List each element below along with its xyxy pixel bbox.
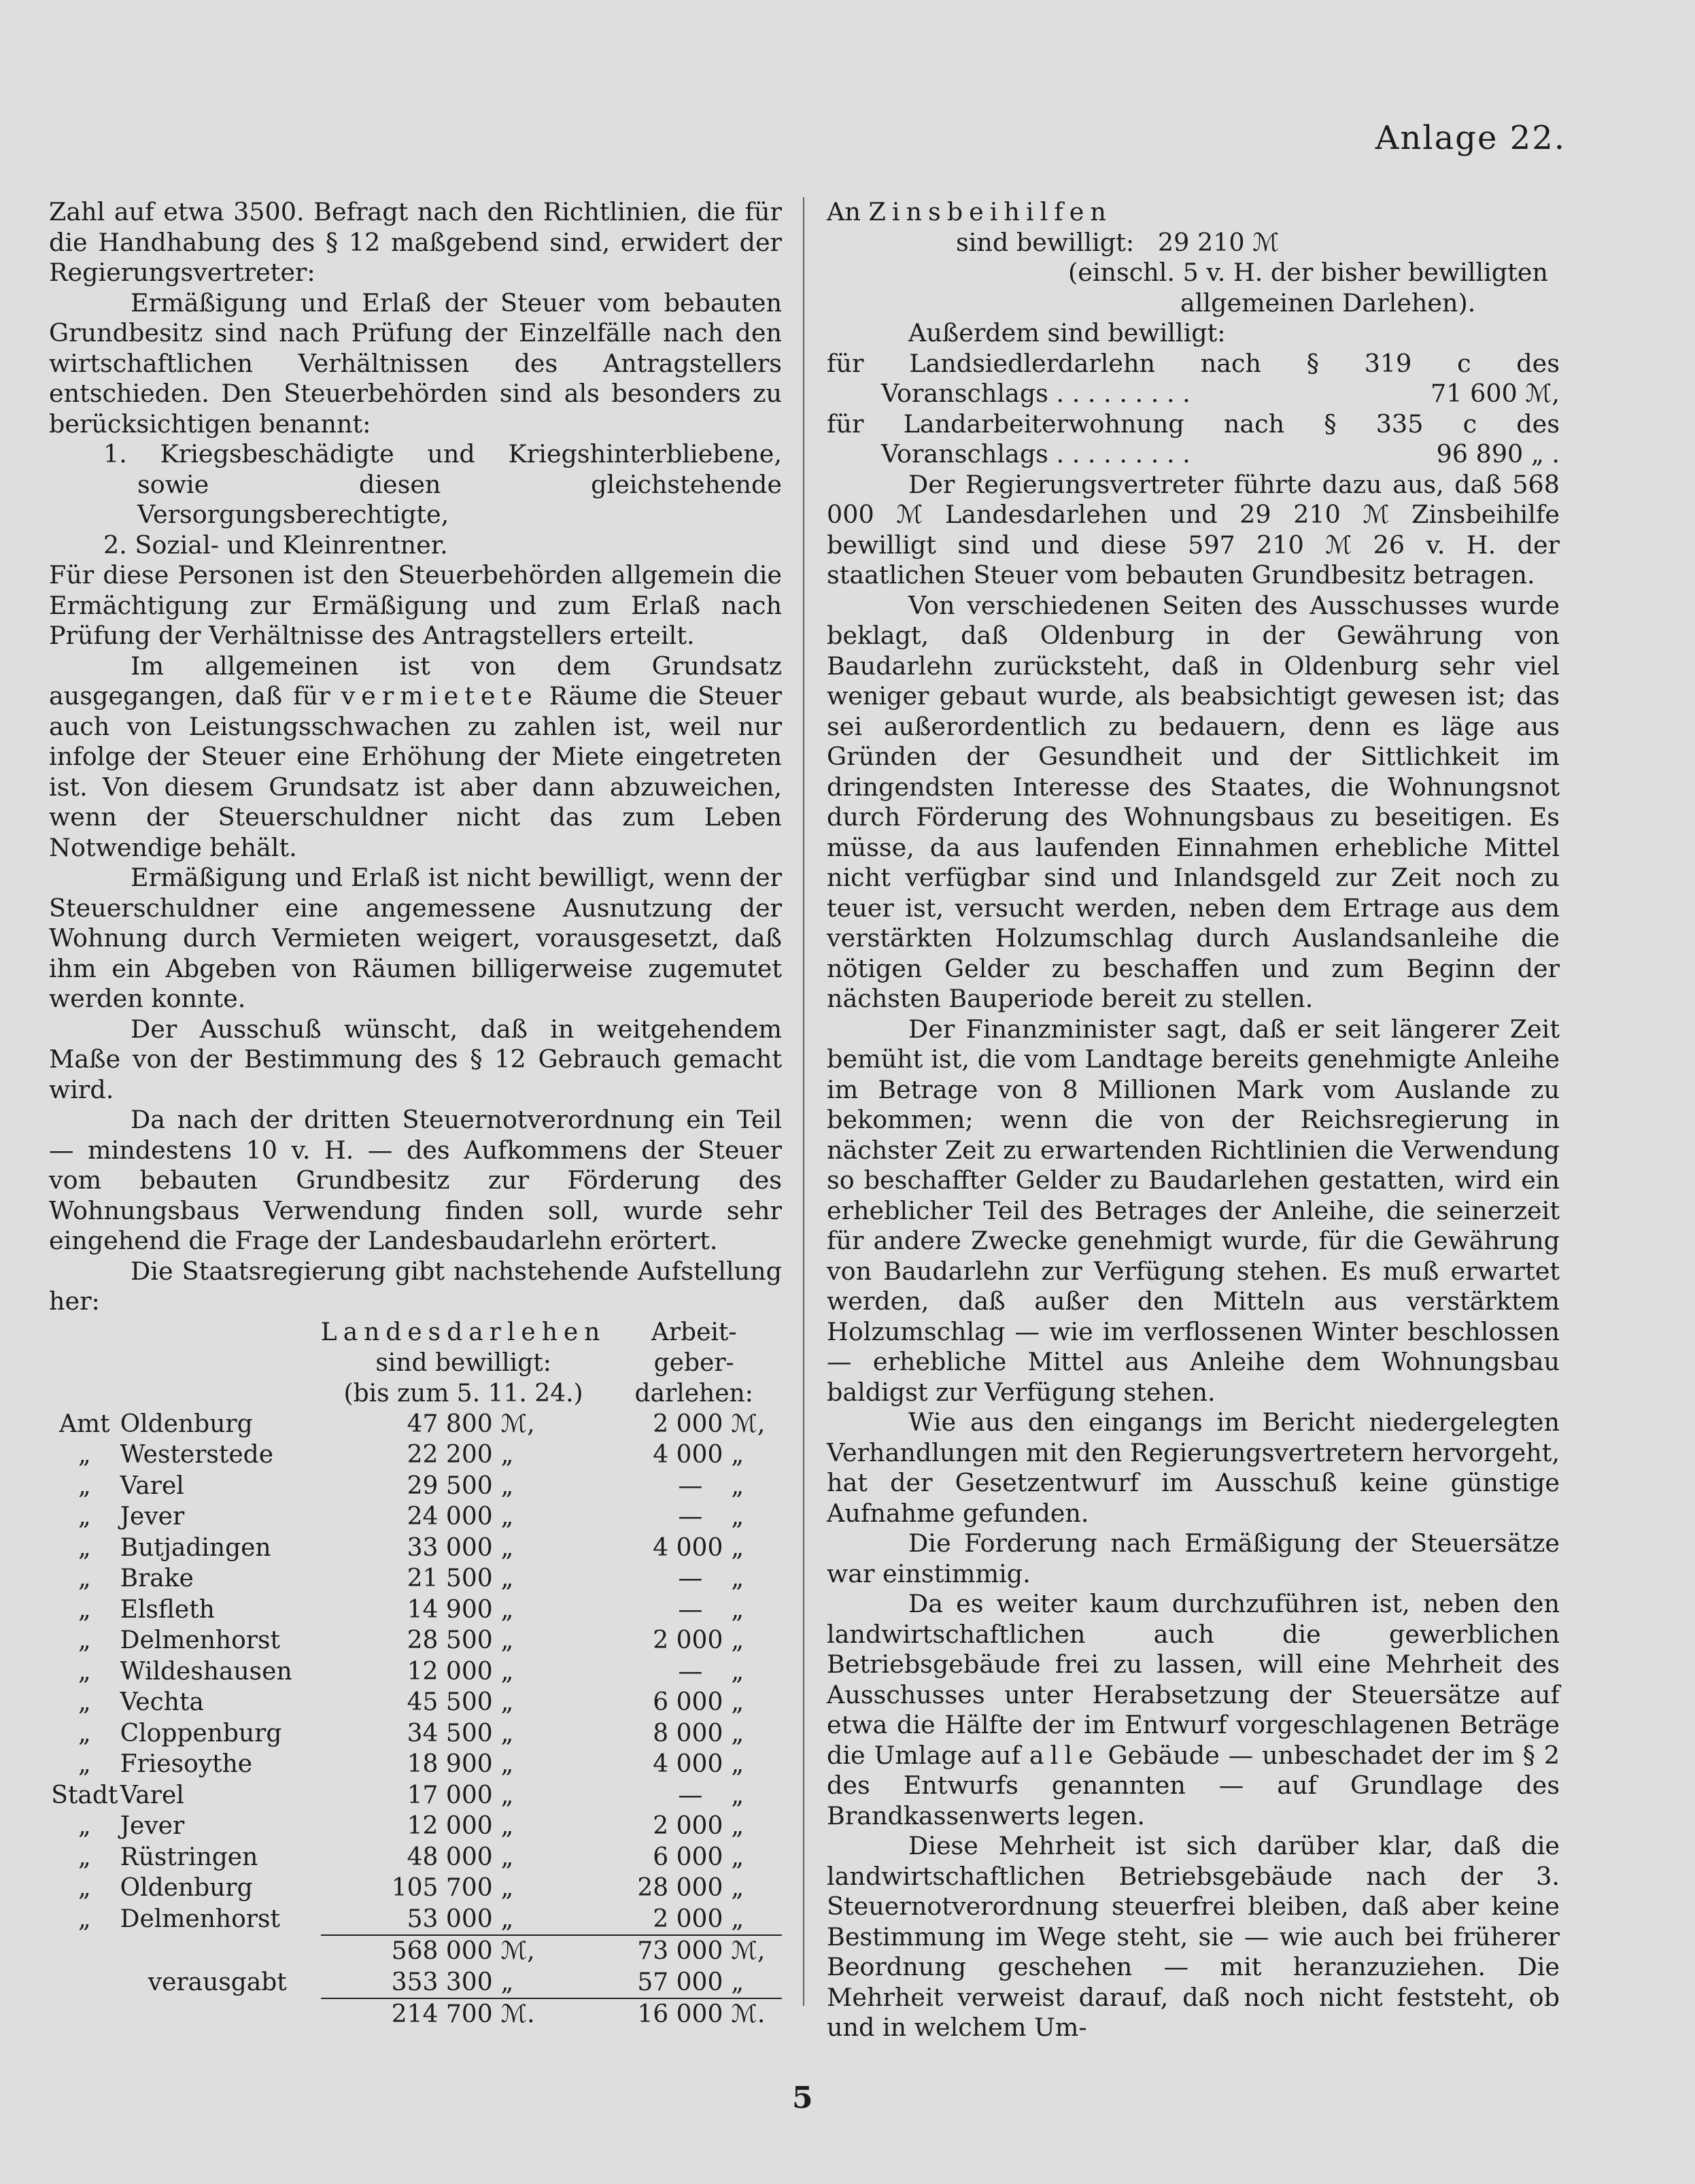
unit: „ bbox=[500, 1657, 514, 1686]
paragraph: Von verschiedenen Seiten des Ausschusses wurde beklagt, daß Oldenburg in der Gewährung von Baudarlehn zurücksteht, daß in Oldenburg sehr viel weniger gebaut wurde, als beabsichtigt gewesen ist; das sei außerordentlich zu bedauern, denn es läge aus Gründen der Gesundheit und der Sittlichkeit im dringendsten Interesse des Staates, die Wohnungsnot durch Förderung des Wohnungsbaus zu beseitigen. Es müsse, da aus laufenden Einnahmen erhebliche Mittel nicht verfügbar sind und Inlandsgeld zur Zeit noch zu teuer ist, versucht werden, neben dem Ertrage aus dem verstärkten Holzumschlag durch Auslandsanleihe die nötigen Gelder zu beschaffen und zum Beginn der nächsten Bauperiode bereit zu stellen. bbox=[827, 590, 1560, 1013]
text-line: sind bewilligt: 29 210 ℳ bbox=[956, 227, 1280, 257]
text-run: Da es weiter kaum durchzuführen ist, neben den landwirtschaftlichen auch die gewerblichen Betriebsgebäude frei zu lassen, will eine Mehrheit des Ausschusses unter Herabsetzung der Steuersätze auf etwa die Hälfte der im Entwurf vorgeschlagenen Beträge die Umlage auf bbox=[827, 1589, 1560, 1770]
paragraph: Die Staatsregierung gibt nachstehende Aufstellung her: bbox=[49, 1256, 782, 1316]
row-prefix: „ bbox=[78, 1812, 91, 1840]
table-row bbox=[49, 1501, 782, 1533]
table-row bbox=[49, 1718, 782, 1750]
district-name: Wildeshausen bbox=[120, 1657, 292, 1686]
row-prefix: „ bbox=[78, 1750, 91, 1778]
state-loan-value: 18 900 bbox=[407, 1750, 493, 1778]
unit: „ bbox=[731, 1843, 744, 1871]
paragraph: Wie aus den eingangs im Bericht niedergelegten Verhandlungen mit den Regierungsvertretern hervorgeht, hat der Gesetzentwurf im Ausschuß keine günstige Aufnahme gefunden. bbox=[827, 1407, 1560, 1528]
text-run: Im allgemeinen ist von dem Grundsatz ausgegangen, daß für bbox=[49, 651, 782, 711]
unit: ℳ, bbox=[731, 1410, 766, 1438]
employer-loan-value: 2 000 bbox=[653, 1905, 723, 1933]
table-row bbox=[49, 1687, 782, 1718]
row-prefix: „ bbox=[78, 1905, 91, 1933]
unit: „ bbox=[731, 1781, 744, 1809]
unit: „ bbox=[500, 1595, 514, 1624]
employer-loan-value: 8 000 bbox=[653, 1719, 723, 1747]
state-loan-value: 24 000 bbox=[407, 1503, 493, 1531]
row-prefix: „ bbox=[78, 1471, 91, 1500]
table-row bbox=[49, 1873, 782, 1904]
state-loan-value: 28 500 bbox=[407, 1626, 493, 1654]
amount: 96 890 „ . bbox=[1436, 439, 1560, 468]
unit: „ bbox=[500, 1750, 514, 1778]
list-item: 2. Sozial- und Kleinrentner. bbox=[103, 530, 448, 560]
employer-loan-value: — bbox=[678, 1657, 703, 1686]
row-prefix: „ bbox=[78, 1595, 91, 1624]
employer-loan-value: 6 000 bbox=[653, 1843, 723, 1871]
paragraph: Die Forderung nach Ermäßigung der Steuersätze war einstimmig. bbox=[827, 1529, 1560, 1588]
state-loan-value: 21 500 bbox=[407, 1565, 493, 1592]
unit: ℳ, bbox=[500, 1410, 535, 1438]
amount: 71 600 ℳ, bbox=[1431, 379, 1560, 408]
district-name: Brake bbox=[120, 1565, 194, 1592]
unit: „ bbox=[731, 1719, 744, 1747]
unit: „ bbox=[731, 1812, 744, 1840]
employer-loan-value: 4 000 bbox=[653, 1750, 723, 1778]
text-line: (einschl. 5 v. H. der bisher bewilligten bbox=[1068, 258, 1548, 287]
text-line: für Landarbeiterwohnung nach § 335 c des bbox=[827, 409, 1560, 439]
text-run: Räume die Steuer auch von Leistungsschwachen zu zahlen ist, weil nur infolge der Steuer eine Erhöhung der Miete eingetreten ist. Von diesem Grundsatz ist aber dann abzuweichen, wenn der Steuerschuldner nicht das zum Leben Notwendige behält. bbox=[49, 681, 782, 862]
right-column bbox=[827, 197, 1560, 2043]
unit: „ bbox=[731, 1565, 744, 1592]
state-loan-value: 29 500 bbox=[407, 1471, 493, 1500]
unit: „ bbox=[500, 1781, 514, 1809]
list-item: 1. Kriegsbeschädigte und Kriegshinterbliebene, sowie diesen gleichstehende Versorgungsberechtigte, bbox=[103, 439, 782, 529]
annex-label: Anlage 22. bbox=[1375, 119, 1566, 157]
state-loan-value: 105 700 bbox=[391, 1874, 493, 1902]
unit: „ bbox=[731, 1503, 744, 1531]
column-header: Arbeit- bbox=[651, 1318, 737, 1346]
employer-loan-value: 4 000 bbox=[653, 1533, 723, 1562]
table-row bbox=[49, 1749, 782, 1780]
value: 214 700 bbox=[321, 1998, 493, 2030]
state-loan-value: 47 800 bbox=[407, 1410, 493, 1438]
unit: „ bbox=[500, 1905, 514, 1933]
unit: „ bbox=[731, 1874, 744, 1902]
employer-loan-value: — bbox=[678, 1781, 703, 1809]
text-line: für Landsiedlerdarlehn nach § 319 c des bbox=[827, 348, 1560, 378]
row-prefix: „ bbox=[78, 1874, 91, 1902]
value: 16 000 bbox=[606, 1998, 723, 2030]
sum-row bbox=[49, 1935, 782, 1967]
unit: „ bbox=[500, 1626, 514, 1654]
value: 57 000 bbox=[637, 1968, 723, 1996]
text-run: Voranschlags . . . . . . . . . bbox=[881, 379, 1191, 408]
employer-loan-value: — bbox=[678, 1595, 703, 1624]
unit: „ bbox=[731, 1905, 744, 1933]
emphasized-text: alle bbox=[1029, 1740, 1099, 1770]
district-name: Varel bbox=[120, 1781, 184, 1809]
text-line: Außerdem sind bewilligt: bbox=[908, 318, 1226, 347]
employer-loan-value: 2 000 bbox=[653, 1410, 723, 1438]
unit: „ bbox=[500, 1688, 514, 1716]
unit: „ bbox=[500, 1843, 514, 1871]
unit: „ bbox=[731, 1441, 744, 1469]
table-row bbox=[49, 1533, 782, 1564]
state-loan-value: 12 000 bbox=[407, 1812, 493, 1840]
employer-loan-value: 6 000 bbox=[653, 1688, 723, 1716]
unit: „ bbox=[731, 1471, 744, 1500]
district-name: Cloppenburg bbox=[120, 1719, 282, 1747]
paragraph bbox=[827, 1589, 1560, 1831]
state-loan-value: 17 000 bbox=[407, 1781, 493, 1809]
unit: „ bbox=[500, 1874, 514, 1902]
unit: „ bbox=[731, 1626, 744, 1654]
employer-loan-value: 28 000 bbox=[637, 1874, 723, 1902]
unit: „ bbox=[731, 1657, 744, 1686]
employer-loan-value: 2 000 bbox=[653, 1626, 723, 1654]
district-name: Butjadingen bbox=[120, 1533, 271, 1562]
unit: „ bbox=[500, 1968, 514, 1996]
sum-value: 73 000 bbox=[606, 1935, 723, 1967]
table-row bbox=[49, 1625, 782, 1656]
remainder-row bbox=[49, 1998, 782, 2030]
table-row bbox=[49, 1780, 782, 1811]
state-loan-value: 48 000 bbox=[407, 1843, 493, 1871]
list bbox=[49, 439, 782, 560]
row-prefix: „ bbox=[78, 1565, 91, 1592]
table-header-row bbox=[49, 1348, 782, 1378]
paragraph: Der Ausschuß wünscht, daß in weitgehendem Maße von der Bestimmung des § 12 Gebrauch gemacht wird. bbox=[49, 1014, 782, 1104]
paragraph: Da nach der dritten Steuernotverordnung ein Teil — mindestens 10 v. H. — des Aufkommens der Steuer vom bebauten Grundbesitz zur Förderung des Wohnungsbaus Verwendung finden soll, wurde sehr eingehend die Frage der Landesbaudarlehn erörtert. bbox=[49, 1105, 782, 1255]
state-loan-value: 34 500 bbox=[407, 1719, 493, 1747]
text-line bbox=[827, 197, 1560, 228]
unit: „ bbox=[731, 1688, 744, 1716]
text-run: Gebäude — unbeschadet der im § 2 des Entwurfs genannten — auf Grundlage des Brandkassenwerts legen. bbox=[827, 1740, 1560, 1830]
district-name: Friesoythe bbox=[120, 1750, 253, 1778]
row-label: verausgabt bbox=[148, 1968, 287, 1996]
paragraph: Der Finanzminister sagt, daß er seit längerer Zeit bemüht ist, die vom Landtage bereits genehmigte Anleihe im Betrage von 8 Millionen Mark vom Auslande zu bekommen; wenn die von der Reichsregierung in nächster Zeit zu erwartenden Richtlinien die Verwendung so beschaffter Gelder zu Baudarlehen gestatten, wird ein erheblicher Teil des Betrages der Anleihe, die seinerzeit für andere Zwecke genehmigt wurde, für die Gewährung von Baudarlehn zur Verfügung stehen. Es muß erwartet werden, daß außer den Mitteln aus verstärktem Holzumschlag — wie im verflossenen Winter beschlossen — erhebliche Mittel aus Anleihe dem Wohnungsbau baldigst zur Verfügung stehen. bbox=[827, 1014, 1560, 1407]
row-prefix: „ bbox=[78, 1626, 91, 1654]
text-line bbox=[827, 379, 1560, 409]
district-name: Delmenhorst bbox=[120, 1905, 280, 1933]
district-name: Oldenburg bbox=[120, 1874, 253, 1902]
district-name: Oldenburg bbox=[120, 1410, 253, 1438]
state-loan-value: 33 000 bbox=[407, 1533, 493, 1562]
column-header: (bis zum 5. 11. 24.) bbox=[343, 1379, 583, 1407]
row-prefix: „ bbox=[78, 1503, 91, 1531]
paragraph bbox=[49, 651, 782, 864]
table-row bbox=[49, 1409, 782, 1440]
table-row bbox=[49, 1904, 782, 1936]
district-name: Vechta bbox=[120, 1688, 204, 1716]
text-run: Voranschlags . . . . . . . . . bbox=[881, 439, 1191, 468]
row-prefix: Amt bbox=[59, 1410, 110, 1438]
row-prefix: Stadt bbox=[51, 1781, 118, 1809]
paragraph: Ermäßigung und Erlaß der Steuer vom bebauten Grundbesitz sind nach Prüfung der Einzelfälle nach den wirtschaftlichen Verhältnissen des Antragstellers entschieden. Den Steuerbehörden sind als besonders zu berücksichtigen benannt: bbox=[49, 288, 782, 439]
spent-row bbox=[49, 1967, 782, 1999]
column-header: geber- bbox=[653, 1348, 734, 1377]
unit: ℳ. bbox=[493, 1998, 606, 2030]
row-prefix: „ bbox=[78, 1533, 91, 1562]
column-divider bbox=[803, 197, 804, 2006]
state-loan-value: 45 500 bbox=[407, 1688, 493, 1716]
sum-value: 568 000 bbox=[321, 1935, 493, 1967]
row-prefix: „ bbox=[78, 1843, 91, 1871]
row-prefix: „ bbox=[78, 1657, 91, 1686]
unit: „ bbox=[500, 1471, 514, 1500]
row-prefix: „ bbox=[78, 1441, 91, 1469]
unit: ℳ, bbox=[493, 1935, 606, 1967]
paragraph: Zahl auf etwa 3500. Befragt nach den Richtlinien, die für die Handhabung des § 12 maßgebend sind, erwidert der Regierungsvertreter: bbox=[49, 197, 782, 287]
employer-loan-value: — bbox=[678, 1471, 703, 1500]
row-prefix: „ bbox=[78, 1719, 91, 1747]
paragraph: Für diese Personen ist den Steuerbehörden allgemein die Ermächtigung zur Ermäßigung und zum Erlaß nach Prüfung der Verhältnisse des Antragstellers erteilt. bbox=[49, 560, 782, 650]
unit: „ bbox=[731, 1750, 744, 1778]
emphasized-text: Zinsbeihilfen bbox=[868, 197, 1112, 226]
district-name: Rüstringen bbox=[120, 1843, 258, 1871]
employer-loan-value: — bbox=[678, 1503, 703, 1531]
unit: „ bbox=[500, 1503, 514, 1531]
employer-loan-value: — bbox=[678, 1565, 703, 1592]
value: 353 300 bbox=[391, 1968, 493, 1996]
employer-loan-value: 2 000 bbox=[653, 1812, 723, 1840]
unit: „ bbox=[500, 1812, 514, 1840]
text-run: An bbox=[827, 197, 869, 226]
table-row bbox=[49, 1656, 782, 1688]
table-header-row bbox=[49, 1378, 782, 1409]
paragraph: Der Regierungsvertreter führte dazu aus, daß 568 000 ℳ Landesdarlehen und 29 210 ℳ Zinsbeihilfe bewilligt sind und diese 597 210 ℳ 26 v. H. der staatlichen Steuer vom bebauten Grundbesitz betragen. bbox=[827, 469, 1560, 590]
column-header: sind bewilligt: bbox=[375, 1348, 551, 1377]
table-row bbox=[49, 1811, 782, 1842]
left-column bbox=[49, 197, 782, 2030]
district-name: Jever bbox=[120, 1812, 185, 1840]
district-name: Jever bbox=[120, 1503, 185, 1531]
unit: „ bbox=[500, 1441, 514, 1469]
unit: „ bbox=[731, 1968, 744, 1996]
page-number: 5 bbox=[792, 2081, 813, 2115]
table-row bbox=[49, 1563, 782, 1594]
unit: „ bbox=[731, 1533, 744, 1562]
table-header-row bbox=[49, 1317, 782, 1348]
loan-table bbox=[49, 1317, 782, 2030]
paragraph: Diese Mehrheit ist sich darüber klar, daß die landwirtschaftlichen Betriebsgebäude nach der 3. Steuernotverordnung steuerfrei bleiben, daß aber keine Bestimmung im Wege steht, sie — wie auch bei früherer Beordnung geschehen — mit heranzuziehen. Die Mehrheit verweist darauf, daß noch nicht feststeht, ob und in welchem Um- bbox=[827, 1831, 1560, 2042]
unit: „ bbox=[731, 1595, 744, 1624]
state-loan-value: 53 000 bbox=[407, 1905, 493, 1933]
district-name: Elsfleth bbox=[120, 1595, 215, 1624]
district-name: Westerstede bbox=[120, 1441, 274, 1469]
unit: „ bbox=[500, 1533, 514, 1562]
unit: „ bbox=[500, 1719, 514, 1747]
emphasized-text: vermietete bbox=[341, 681, 538, 711]
employer-loan-value: 4 000 bbox=[653, 1441, 723, 1469]
table-row bbox=[49, 1842, 782, 1873]
unit: „ bbox=[500, 1565, 514, 1592]
paragraph: Ermäßigung und Erlaß ist nicht bewilligt, wenn der Steuerschuldner eine angemessene Ausnutzung der Wohnung durch Vermieten weigert, vorausgesetzt, daß ihm ein Abgeben von Räumen billigerweise zugemutet werden konnte. bbox=[49, 863, 782, 1013]
text-line bbox=[827, 439, 1560, 470]
column-header: darlehen: bbox=[634, 1379, 753, 1407]
unit: ℳ. bbox=[723, 1998, 782, 2030]
unit: ℳ, bbox=[723, 1935, 782, 1967]
state-loan-value: 22 200 bbox=[407, 1441, 493, 1469]
state-loan-value: 12 000 bbox=[407, 1657, 493, 1686]
subsidy-block bbox=[827, 197, 1560, 470]
district-name: Delmenhorst bbox=[120, 1626, 280, 1654]
column-header: Landesdarlehen bbox=[320, 1318, 606, 1346]
row-prefix: „ bbox=[78, 1688, 91, 1716]
table-row bbox=[49, 1471, 782, 1502]
table-row bbox=[49, 1439, 782, 1471]
district-name: Varel bbox=[120, 1471, 184, 1500]
table-row bbox=[49, 1594, 782, 1626]
state-loan-value: 14 900 bbox=[407, 1595, 493, 1624]
text-line: allgemeinen Darlehen). bbox=[1180, 288, 1476, 318]
